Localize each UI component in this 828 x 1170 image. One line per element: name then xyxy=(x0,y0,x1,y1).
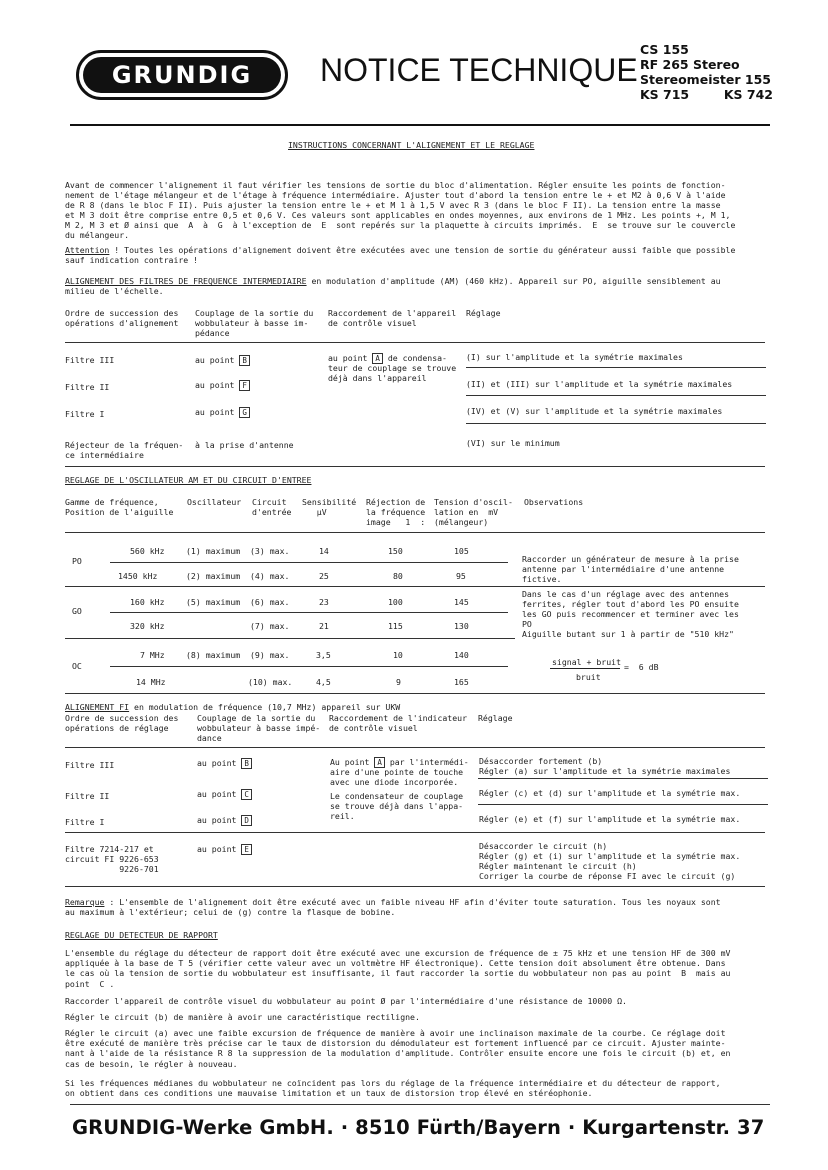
ratio-detector-paragraph: Si les fréquences médianes du wobbulateur ne coïncident pas lors du réglage de la fréquence intermédiaire et du détecteur de rapport, on obtient dans ces conditions une mauvaise limitation et un taux de distorsion trop élevé en stéréophonie. xyxy=(65,1078,721,1099)
fi-am-row-adjust: (II) et (III) sur l'amplitude et la symétrie maximales xyxy=(466,379,733,389)
table-rule xyxy=(65,466,765,467)
logo-text: GRUNDIG xyxy=(83,57,281,93)
table-rule xyxy=(65,832,765,833)
fi-fm-connection-rest2: Le condensateur de couplage se trouve déjà dans l'appa- reil. xyxy=(330,791,464,821)
table-rule xyxy=(466,367,766,368)
fi-fm-row-op: Filtre 7214-217 et circuit FI 9226-653 9226-701 xyxy=(65,844,159,874)
table-rule xyxy=(478,778,768,779)
fi-am-row-op: Réjecteur de la fréquen- ce intermédiaire xyxy=(65,440,184,460)
fi-am-connection-rest: teur de couplage se trouve déjà dans l'appareil xyxy=(328,363,457,383)
coupling-label: au point xyxy=(195,380,235,390)
osc-circuit: (9) max. xyxy=(250,650,290,660)
intro-line: et M 3 doit être comprise entre 0,5 et 0,6 V. Ces valeurs sont applicables en ondes moyennes, aux environs de 1 MHz. Les points +, M 1, xyxy=(65,210,731,220)
ratio-detector-paragraph: L'ensemble du réglage du détecteur de rapport doit être exécuté avec une excursion de fréquence de ± 75 kHz et une tension HF de 300 mV appliquée à la base de T 5 (vérifier cette valeur avec un voltmètre HF électronique). Cette tension doit absolument être obtenue. Dans le cas où la tension de sortie du wobbulateur est insuffisante, il faut raccorder la sortie du wobbulateur non pas au point B mais au point C . xyxy=(65,948,731,989)
osc-col-oscillator: Oscillateur xyxy=(187,497,242,507)
ratio-detector-paragraph: Régler le circuit (a) avec une faible excursion de fréquence de manière à avoir une inclinaison maximale de la courbe. Ce réglage doit être exécuté de manière très précise car le taux de distorsion du démodulateur est fortement influencé par ce circuit. Ajuster mainte- nant à l'aide de la résistance R 8 la suppression de la modulation d'amplitude. Contrôler ensuite encore une fois le circuit (b) et, en cas de besoin, le régler à nouveau. xyxy=(65,1028,731,1069)
fi-am-heading xyxy=(65,276,721,286)
osc-freq: 1450 kHz xyxy=(118,571,158,581)
ratio-detector-paragraph: Régler le circuit (b) de manière à avoir une caractéristique rectiligne. xyxy=(65,1012,420,1022)
osc-col-sensitivity: Sensibilité µV xyxy=(302,497,357,517)
fi-fm-row-coupling xyxy=(197,844,252,855)
page-title: NOTICE TECHNIQUE xyxy=(320,52,638,88)
coupling-label: au point xyxy=(197,758,237,768)
fi-fm-row-coupling xyxy=(197,758,252,769)
table-rule xyxy=(110,666,508,667)
osc-rejection: 115 xyxy=(388,621,403,631)
osc-circuit: (6) max. xyxy=(250,597,290,607)
coupling-label: au point xyxy=(197,789,237,799)
osc-col-rejection: Réjection de la fréquence image 1 : xyxy=(366,497,426,527)
attention-text: ! Toutes les opérations d'alignement doivent être exécutées avec une tension de sortie du générateur aussi faible que possible xyxy=(109,245,736,255)
fi-am-col-order: Ordre de succession des opérations d'alignement xyxy=(65,308,179,328)
osc-tension: 140 xyxy=(454,650,469,660)
fi-fm-row-coupling xyxy=(197,815,252,826)
osc-freq: 7 MHz xyxy=(140,650,165,660)
connection-text: au point xyxy=(328,353,368,363)
osc-heading: REGLAGE DE L'OSCILLATEUR AM ET DU CIRCUIT D'ENTREE xyxy=(65,475,312,485)
osc-oscillator: (5) maximum xyxy=(186,597,241,607)
fi-am-row-coupling xyxy=(195,355,250,366)
fi-am-col-adjust: Réglage xyxy=(466,308,501,318)
remark-label: Remarque xyxy=(65,897,105,907)
point-marker-f: F xyxy=(239,380,250,391)
point-marker-b: B xyxy=(239,355,250,366)
ratio-detector-heading: REGLAGE DU DETECTEUR DE RAPPORT xyxy=(65,930,218,940)
point-marker-g: G xyxy=(239,407,250,418)
osc-rejection: 150 xyxy=(388,546,403,556)
remark-text-2: au maximum à l'extérieur; celui de (g) contre la flasque de bobine. xyxy=(65,907,396,917)
osc-rejection: 10 xyxy=(393,650,403,660)
osc-tension: 165 xyxy=(454,677,469,687)
osc-freq: 560 kHz xyxy=(130,546,165,556)
osc-rejection: 100 xyxy=(388,597,403,607)
table-rule xyxy=(65,638,515,639)
intro-line: M 2, M 3 et Ø ainsi que A à G à l'exception de E sont repérés sur la plaquette à circuits imprimés. E se trouve sur le couvercle xyxy=(65,220,736,230)
fi-am-row-coupling: à la prise d'antenne xyxy=(195,440,294,450)
fi-fm-row-op: Filtre I xyxy=(65,817,105,827)
osc-rejection: 80 xyxy=(393,571,403,581)
fi-fm-heading-underlined: ALIGNEMENT FI xyxy=(65,702,130,712)
fi-am-col-connection: Raccordement de l'appareil de contrôle visuel xyxy=(328,308,457,328)
band-label: OC xyxy=(72,661,82,671)
fi-fm-col-order: Ordre de succession des opérations de réglage xyxy=(65,713,179,733)
point-marker-e: E xyxy=(241,844,252,855)
fi-am-col-coupling: Couplage de la sortie du wobbulateur à basse im- pédance xyxy=(195,308,314,338)
fi-am-row-coupling xyxy=(195,380,250,391)
fi-fm-row-adjust: Régler (c) et (d) sur l'amplitude et la symétrie max. xyxy=(479,788,741,798)
fi-am-row-adjust: (IV) et (V) sur l'amplitude et la symétrie maximales xyxy=(466,406,723,416)
remark-text: : L'ensemble de l'alignement doit être exécuté avec un faible niveau HF afin d'éviter toute saturation. Tous les noyaux sont xyxy=(104,897,721,907)
fi-am-row-adjust: (VI) sur le minimum xyxy=(466,438,560,448)
osc-col-observations: Observations xyxy=(524,497,584,507)
table-rule xyxy=(110,562,508,563)
fi-fm-row-op: Filtre III xyxy=(65,760,115,770)
connection-text: Au point xyxy=(330,757,370,767)
osc-rejection: 9 xyxy=(396,677,401,687)
model-item: RF 265 Stereo xyxy=(640,57,740,72)
document-title: INSTRUCTIONS CONCERNANT L'ALIGNEMENT ET LE REGLAGE xyxy=(288,140,535,150)
osc-circuit: (4) max. xyxy=(250,571,290,581)
header-rule xyxy=(70,124,770,126)
attention-note xyxy=(65,245,735,255)
model-list xyxy=(640,42,773,102)
model-row xyxy=(640,87,773,102)
table-rule xyxy=(65,747,765,748)
intro-line: du mélangeur. xyxy=(65,230,130,240)
table-rule xyxy=(65,342,765,343)
grundig-logo xyxy=(76,50,288,100)
fraction-bar xyxy=(550,668,620,669)
model-item: KS 715 xyxy=(640,87,690,102)
fi-fm-col-adjust: Réglage xyxy=(478,713,513,723)
table-rule xyxy=(65,886,765,887)
table-rule xyxy=(466,395,766,396)
point-marker-b: B xyxy=(241,758,252,769)
fi-fm-connection-rest: aire d'une pointe de touche avec une diode incorporée. xyxy=(330,767,464,787)
osc-oscillator: (1) maximum xyxy=(186,546,241,556)
osc-sensitivity: 25 xyxy=(319,571,329,581)
table-rule xyxy=(65,532,765,533)
model-item: CS 155 xyxy=(640,42,689,57)
coupling-label: au point xyxy=(195,407,235,417)
attention-label: Attention xyxy=(65,245,110,255)
osc-observation: Raccorder un générateur de mesure à la prise antenne par l'intermédiaire d'une antenne fictive. xyxy=(522,554,739,584)
osc-freq: 14 MHz xyxy=(136,677,166,687)
osc-col-circuit: Circuit d'entrée xyxy=(252,497,292,517)
ratio-equals: = 6 dB xyxy=(624,662,659,672)
model-item: Stereomeister 155 xyxy=(640,72,771,87)
fi-am-row-op: Filtre III xyxy=(65,355,115,365)
fi-fm-col-coupling: Couplage de la sortie du wobbulateur à basse impé- dance xyxy=(197,713,321,743)
fi-fm-heading xyxy=(65,702,400,712)
osc-sensitivity: 3,5 xyxy=(316,650,331,660)
intro-line: nement de l'étage mélangeur et de l'étage à fréquence intermédiaire. Ajuster tout d'abord la tension entre le + et M2 à 0,6 V à l'aide xyxy=(65,190,726,200)
band-label: PO xyxy=(72,556,82,566)
fi-fm-row-op: Filtre II xyxy=(65,791,110,801)
fi-am-heading-underlined: ALIGNEMENT DES FILTRES DE FREQUENCE INTERMEDIAIRE xyxy=(65,276,307,286)
fi-am-row-adjust: (I) sur l'amplitude et la symétrie maximales xyxy=(466,352,683,362)
osc-circuit: (7) max. xyxy=(250,621,290,631)
osc-circuit: (10) max. xyxy=(248,677,293,687)
intro-line: de R 8 (dans le bloc F II). Puis ajuster la tension entre le + et M 1 à 1,5 V avec R 3 (dans le bloc F II). La tension entre la masse xyxy=(65,200,721,210)
osc-tension: 130 xyxy=(454,621,469,631)
osc-col-tension: Tension d'oscil- lation en mV (mélangeur) xyxy=(434,497,513,527)
remark-note xyxy=(65,897,721,907)
band-label: GO xyxy=(72,606,82,616)
fi-fm-row-adjust: Désaccorder fortement (b) Régler (a) sur l'amplitude et la symétrie maximales xyxy=(479,756,731,776)
table-rule xyxy=(65,586,765,587)
table-rule xyxy=(65,693,765,694)
table-rule xyxy=(110,612,508,613)
table-rule xyxy=(466,423,766,424)
point-marker-c: C xyxy=(241,789,252,800)
osc-observation: Dans le cas d'un réglage avec des antennes ferrites, régler tout d'abord les PO ensuite les GO puis recommencer et terminer avec les PO Aiguille butant sur 1 à partir de "510 kHz" xyxy=(522,589,739,639)
fi-fm-heading-rest: en modulation de fréquence (10,7 MHz) appareil sur UKW xyxy=(129,702,401,712)
osc-sensitivity: 14 xyxy=(319,546,329,556)
fi-fm-row-coupling xyxy=(197,789,252,800)
coupling-label: au point xyxy=(195,355,235,365)
model-item: KS 742 xyxy=(723,87,773,102)
fi-am-row-op: Filtre I xyxy=(65,409,105,419)
fi-am-row-op: Filtre II xyxy=(65,382,110,392)
ratio-numerator: signal + bruit xyxy=(552,657,622,667)
ratio-detector-paragraph: Raccorder l'appareil de contrôle visuel du wobbulateur au point Ø par l'intermédiaire d'une résistance de 10000 Ω. xyxy=(65,996,627,1006)
osc-oscillator: (2) maximum xyxy=(186,571,241,581)
osc-tension: 95 xyxy=(456,571,466,581)
point-marker-a: A xyxy=(374,757,385,768)
fi-am-heading-line2: milieu de l'échelle. xyxy=(65,286,164,296)
fi-am-row-coupling xyxy=(195,407,250,418)
osc-col-range: Gamme de fréquence, Position de l'aiguille xyxy=(65,497,174,517)
osc-tension: 145 xyxy=(454,597,469,607)
osc-sensitivity: 21 xyxy=(319,621,329,631)
osc-sensitivity: 4,5 xyxy=(316,677,331,687)
footer-rule xyxy=(70,1104,770,1105)
connection-text: par l'intermédi- xyxy=(389,757,469,767)
connection-text: de condensa- xyxy=(387,353,447,363)
osc-sensitivity: 23 xyxy=(319,597,329,607)
fi-fm-row-adjust: Régler (e) et (f) sur l'amplitude et la symétrie max. xyxy=(479,814,741,824)
osc-tension: 105 xyxy=(454,546,469,556)
fi-fm-col-connection: Raccordement de l'indicateur de contrôle visuel xyxy=(329,713,468,733)
osc-freq: 320 kHz xyxy=(130,621,165,631)
osc-oscillator: (8) maximum xyxy=(186,650,241,660)
point-marker-a: A xyxy=(372,353,383,364)
fi-am-heading-rest: en modulation d'amplitude (AM) (460 kHz). Appareil sur PO, aiguille sensiblement au xyxy=(306,276,721,286)
osc-freq: 160 kHz xyxy=(130,597,165,607)
table-rule xyxy=(478,804,768,805)
coupling-label: au point xyxy=(197,844,237,854)
ratio-denominator: bruit xyxy=(576,672,601,682)
attention-text-2: sauf indication contraire ! xyxy=(65,255,199,265)
osc-circuit: (3) max. xyxy=(250,546,290,556)
footer-address: GRUNDIG-Werke GmbH. · 8510 Fürth/Bayern · Kurgartenstr. 37 xyxy=(72,1116,765,1139)
fi-fm-row-adjust: Désaccorder le circuit (h) Régler (g) et (i) sur l'amplitude et la symétrie max. Régler maintenant le circuit (h) Corriger la courbe de réponse FI avec le circuit (g) xyxy=(479,841,741,881)
point-marker-d: D xyxy=(241,815,252,826)
coupling-label: au point xyxy=(197,815,237,825)
intro-line: Avant de commencer l'alignement il faut vérifier les tensions de sortie du bloc d'alimentation. Régler ensuite les points de fonction- xyxy=(65,180,726,190)
